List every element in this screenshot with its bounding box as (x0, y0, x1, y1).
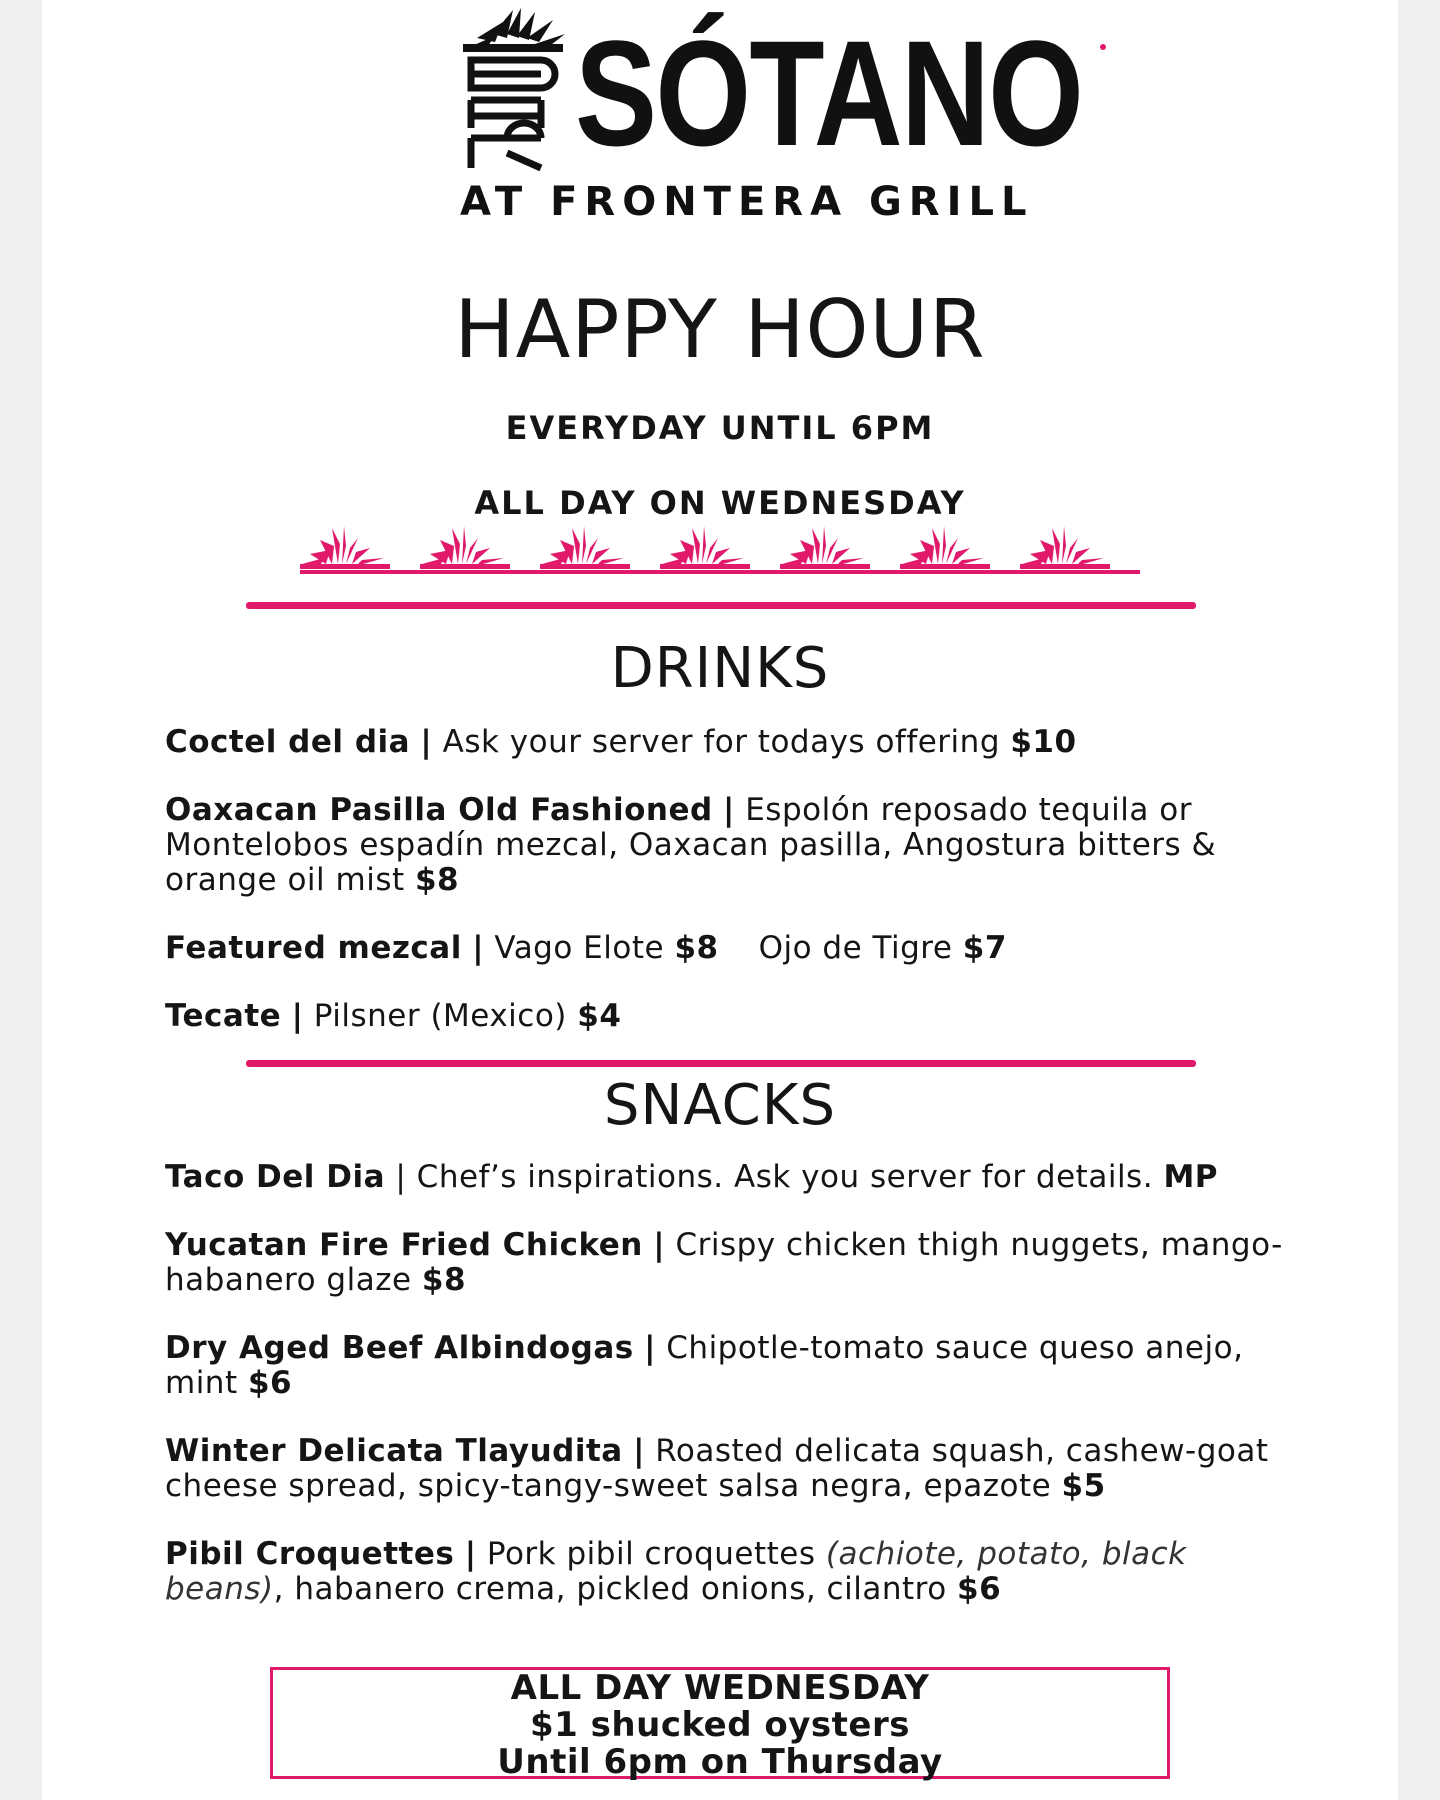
agave-border-icon (298, 524, 1143, 580)
section-divider (246, 1060, 1196, 1067)
item-description: Crispy chicken thigh nuggets, mango-habanero glaze (165, 1227, 1283, 1298)
item-price: MP (1163, 1159, 1219, 1195)
drinks-heading: DRINKS (610, 636, 830, 701)
item-name: Yucatan Fire Fried Chicken (165, 1227, 643, 1263)
snacks-heading: SNACKS (603, 1073, 837, 1138)
item-description: Pork pibil croquettes (486, 1536, 816, 1572)
item-price: $6 (247, 1365, 293, 1401)
item-name: Pibil Croquettes (165, 1536, 455, 1572)
item-price: $8 (674, 930, 719, 966)
item-name: Featured mezcal (165, 930, 462, 966)
item-separator: | (420, 724, 433, 760)
special-line-2: $1 shucked oysters (530, 1705, 910, 1745)
decorative-dot (1100, 44, 1106, 50)
item-separator: | (464, 1536, 477, 1572)
item-name: Tecate (165, 998, 282, 1034)
item-description: Espolón reposado tequila or Montelobos espadín mezcal, Oaxacan pasilla, Angostura bitters & orange oil mist (165, 792, 1217, 898)
item-price: $8 (414, 862, 460, 898)
item-separator: | (644, 1330, 656, 1366)
item-separator: | (472, 930, 485, 966)
item-description: Ask your server for todays offering (442, 724, 1000, 760)
list-item (165, 1160, 1285, 1195)
item-price-2: $7 (962, 930, 1007, 966)
item-separator: | (633, 1433, 645, 1469)
item-name: Oaxacan Pasilla Old Fashioned (165, 792, 713, 828)
item-separator: | (653, 1227, 666, 1263)
item-separator: | (395, 1159, 407, 1195)
hours-line-1: EVERYDAY UNTIL 6PM (505, 409, 935, 447)
item-name: Dry Aged Beef Albindogas (165, 1330, 634, 1366)
item-price: $10 (1010, 724, 1077, 760)
special-line-3: Until 6pm on Thursday (497, 1742, 943, 1782)
list-item (165, 999, 1285, 1034)
item-price: $8 (421, 1262, 467, 1298)
item-description: Chef’s inspirations. Ask you server for details. (416, 1159, 1154, 1195)
list-item (165, 725, 1285, 760)
item-name: Winter Delicata Tlayudita (165, 1433, 623, 1469)
list-item (165, 1537, 1285, 1607)
item-description-2: Ojo de Tigre (758, 930, 953, 966)
item-price: $6 (957, 1571, 1002, 1607)
list-item (165, 931, 1285, 966)
item-separator: | (291, 998, 304, 1034)
logo-subtitle: AT FRONTERA GRILL (460, 179, 1034, 225)
item-name: Taco Del Dia (165, 1159, 385, 1195)
item-price: $5 (1061, 1468, 1106, 1504)
hours-line-2: ALL DAY ON WEDNESDAY (474, 484, 966, 522)
list-item (165, 1228, 1285, 1298)
item-description-2: , habanero crema, pickled onions, cilantro (273, 1571, 947, 1607)
bar-sotano-logo (455, 8, 1083, 225)
item-description: Roasted delicata squash, cashew-goat cheese spread, spicy-tangy-sweet salsa negra, epazote (165, 1433, 1269, 1504)
wednesday-special-box (270, 1667, 1170, 1782)
item-price: $4 (577, 998, 622, 1034)
item-name: Coctel del dia (165, 724, 411, 760)
item-description: Vago Elote (494, 930, 665, 966)
special-line-1: ALL DAY WEDNESDAY (510, 1668, 930, 1708)
item-description: Pilsner (Mexico) (313, 998, 567, 1034)
page-title: HAPPY HOUR (454, 283, 986, 376)
item-description: Chipotle-tomato sauce queso anejo, mint (165, 1330, 1244, 1401)
section-divider (246, 602, 1196, 609)
list-item (165, 793, 1285, 898)
drinks-list (165, 725, 1285, 1067)
snacks-list (165, 1160, 1285, 1640)
logo-wordmark: SÓTANO (575, 9, 1083, 177)
item-separator: | (723, 792, 735, 828)
list-item (165, 1331, 1285, 1401)
list-item (165, 1434, 1285, 1504)
item-note: (achiote, potato, black beans) (165, 1536, 1187, 1607)
